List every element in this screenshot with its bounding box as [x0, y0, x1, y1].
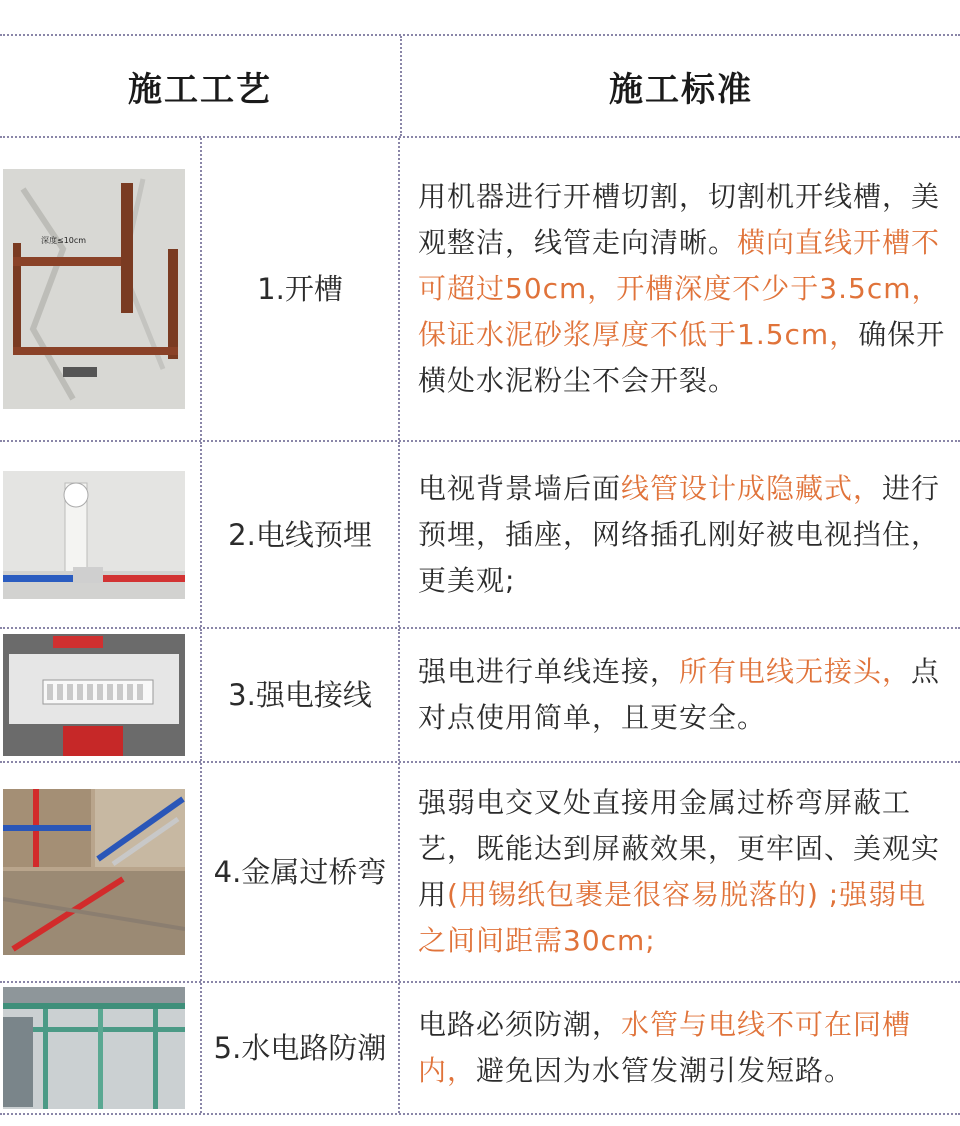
process-name: 5.水电路防潮	[200, 983, 400, 1113]
table-row	[0, 138, 960, 442]
standard-description	[400, 442, 960, 627]
header-process: 施工工艺	[0, 36, 402, 136]
desc-highlight: 横向直线开槽不可超过50cm，开槽深度不少于3.5cm，保证水泥砂浆厚度不低于1.5cm，	[418, 226, 941, 351]
metal-bridge-bend-photo	[3, 789, 185, 955]
photo-depth-label: 深度≤10cm	[41, 236, 87, 245]
table-row	[0, 763, 960, 983]
row-photo-cell	[0, 763, 200, 981]
distribution-box-photo	[3, 634, 185, 756]
desc-text: 点对点使用简单，且更安全。	[418, 655, 941, 734]
moisture-proof-piping-photo	[3, 987, 185, 1109]
desc-highlight: 水管与电线不可在同槽内，	[418, 1008, 912, 1087]
process-name: 1.开槽	[200, 138, 400, 440]
desc-highlight: (用锡纸包裹是很容易脱落的) ;强弱电之间间距需30cm;	[418, 878, 927, 957]
process-name: 3.强电接线	[200, 629, 400, 761]
desc-text: 强弱电交叉处直接用金属过桥弯屏蔽工艺，既能达到屏蔽效果，更牢固、美观实用	[418, 786, 941, 911]
row-photo-cell	[0, 442, 200, 627]
row-photo-cell	[0, 629, 200, 761]
table-row	[0, 983, 960, 1115]
desc-text: 确保开横处水泥粉尘不会开裂。	[418, 318, 946, 397]
desc-text: 电视背景墙后面	[418, 471, 622, 505]
wall-groove-photo	[3, 169, 185, 409]
header-standard: 施工标准	[609, 69, 753, 110]
desc-highlight: 线管设计成隐藏式，	[621, 471, 883, 505]
standard-description	[400, 983, 960, 1113]
desc-text: 用机器进行开槽切割，切割机开线槽，美观整洁，线管走向清晰。	[418, 180, 941, 259]
desc-text: 进行预埋，插座，网络插孔刚好被电视挡住，更美观;	[418, 471, 941, 597]
table-row	[0, 442, 960, 629]
table-row	[0, 629, 960, 763]
desc-text: 电路必须防潮，	[418, 1008, 622, 1041]
process-name: 2.电线预埋	[200, 442, 400, 627]
desc-highlight: 所有电线无接头，	[679, 655, 912, 688]
standard-description	[400, 629, 960, 761]
standard-description	[400, 763, 960, 981]
row-photo-cell	[0, 138, 200, 440]
table-header	[0, 36, 960, 138]
row-photo-cell	[0, 983, 200, 1113]
tv-wall-conduit-photo	[3, 471, 185, 599]
process-name: 4.金属过桥弯	[200, 763, 400, 981]
standard-description	[400, 138, 960, 440]
desc-text: 避免因为水管发潮引发短路。	[476, 1054, 854, 1087]
construction-standards-table	[0, 34, 960, 1115]
desc-text: 强电进行单线连接，	[418, 655, 680, 688]
